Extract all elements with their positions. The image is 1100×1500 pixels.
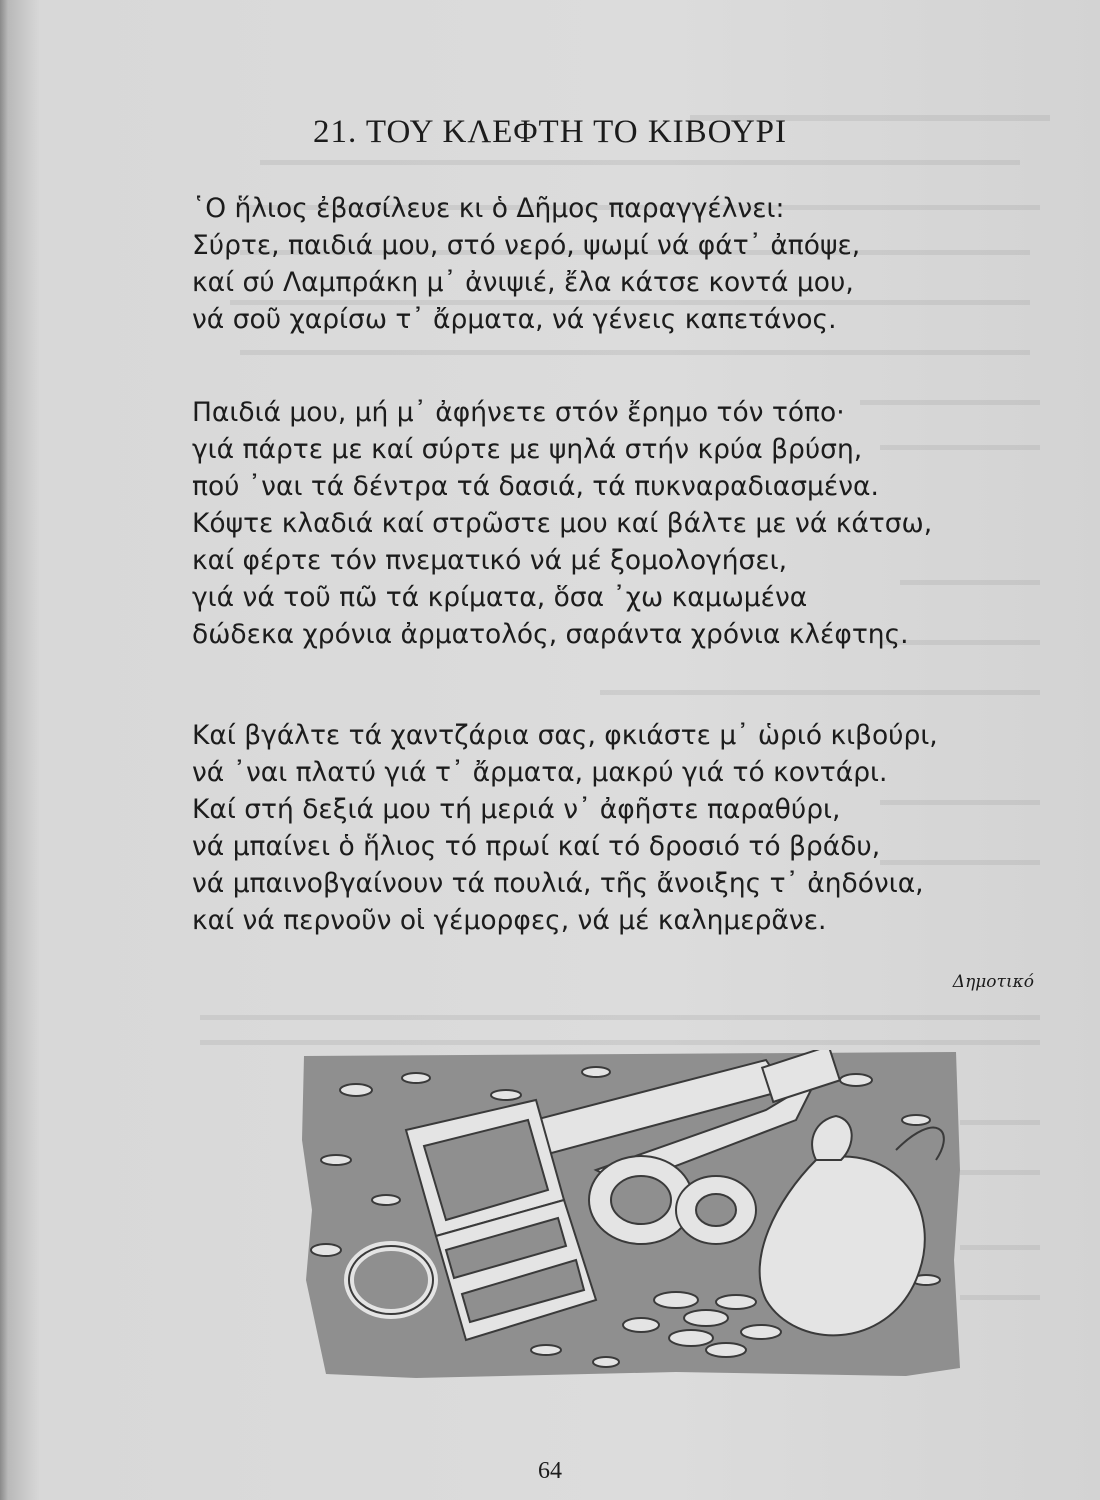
- poem-line: νά μπαίνει ὁ ἥλιος τό πρωί καί τό δροσιό τό βράδυ,: [192, 831, 881, 862]
- poem-line: καί σύ Λαμπράκη μ᾽ ἀνιψιέ, ἔλα κάτσε κοντά μου,: [192, 267, 854, 298]
- poem-title: 21. ΤΟΥ ΚΛΕΦΤΗ ΤΟ ΚΙΒΟΥΡΙ: [312, 114, 788, 150]
- treasure-chest-illustration: [296, 1050, 966, 1382]
- poem-line: Σύρτε, παιδιά μου, στό νερό, ψωμί νά φάτ᾽ ἀπόψε,: [192, 230, 861, 261]
- poem-line: δώδεκα χρόνια ἀρματολός, σαράντα χρόνια κλέφτης.: [192, 619, 909, 650]
- poem-line: Κόψτε κλαδιά καί στρῶστε μου καί βάλτε με νά κάτσω,: [192, 508, 933, 539]
- poem-line: ῾Ο ἥλιος ἐβασίλευε κι ὁ Δῆμος παραγγέλνει:: [192, 193, 785, 224]
- stanza-2: [192, 394, 1052, 653]
- poem-line: Παιδιά μου, μή μ᾽ ἀφήνετε στόν ἔρημο τόν τόπο·: [192, 397, 845, 428]
- poem-line: καί φέρτε τόν πνεματικό νά μέ ξομολογήσει,: [192, 545, 788, 576]
- source-attribution: Δημοτικό: [952, 972, 1034, 992]
- poem-line: πού ᾽ναι τά δέντρα τά δασιά, τά πυκναραδιασμένα.: [192, 471, 879, 502]
- poem-line: νά ᾽ναι πλατύ γιά τ᾽ ἄρματα, μακρύ γιά τό κοντάρι.: [192, 757, 888, 788]
- stanza-3: [192, 717, 1052, 939]
- poem-line: νά μπαινοβγαίνουν τά πουλιά, τῆς ἄνοιξης τ᾽ ἀηδόνια,: [192, 868, 924, 899]
- poem-line: καί νά περνοῦν οἱ γέμορφες, νά μέ καλημερᾶνε.: [192, 905, 827, 936]
- poem-line: Καί στή δεξιά μου τή μεριά ν᾽ ἀφῆστε παραθύρι,: [192, 794, 841, 825]
- stanza-1: [192, 190, 1052, 338]
- poem-line: γιά νά τοῦ πῶ τά κρίματα, ὅσα ᾽χω καμωμένα: [192, 582, 808, 613]
- poem-line: Καί βγάλτε τά χαντζάρια σας, φκιάστε μ᾽ ὡριό κιβούρι,: [192, 720, 938, 751]
- poem-line: γιά πάρτε με καί σύρτε με ψηλά στήν κρύα βρύση,: [192, 434, 863, 465]
- page-number: 64: [538, 1458, 562, 1484]
- poem-line: νά σοῦ χαρίσω τ᾽ ἄρματα, νά γένεις καπετάνος.: [192, 304, 837, 335]
